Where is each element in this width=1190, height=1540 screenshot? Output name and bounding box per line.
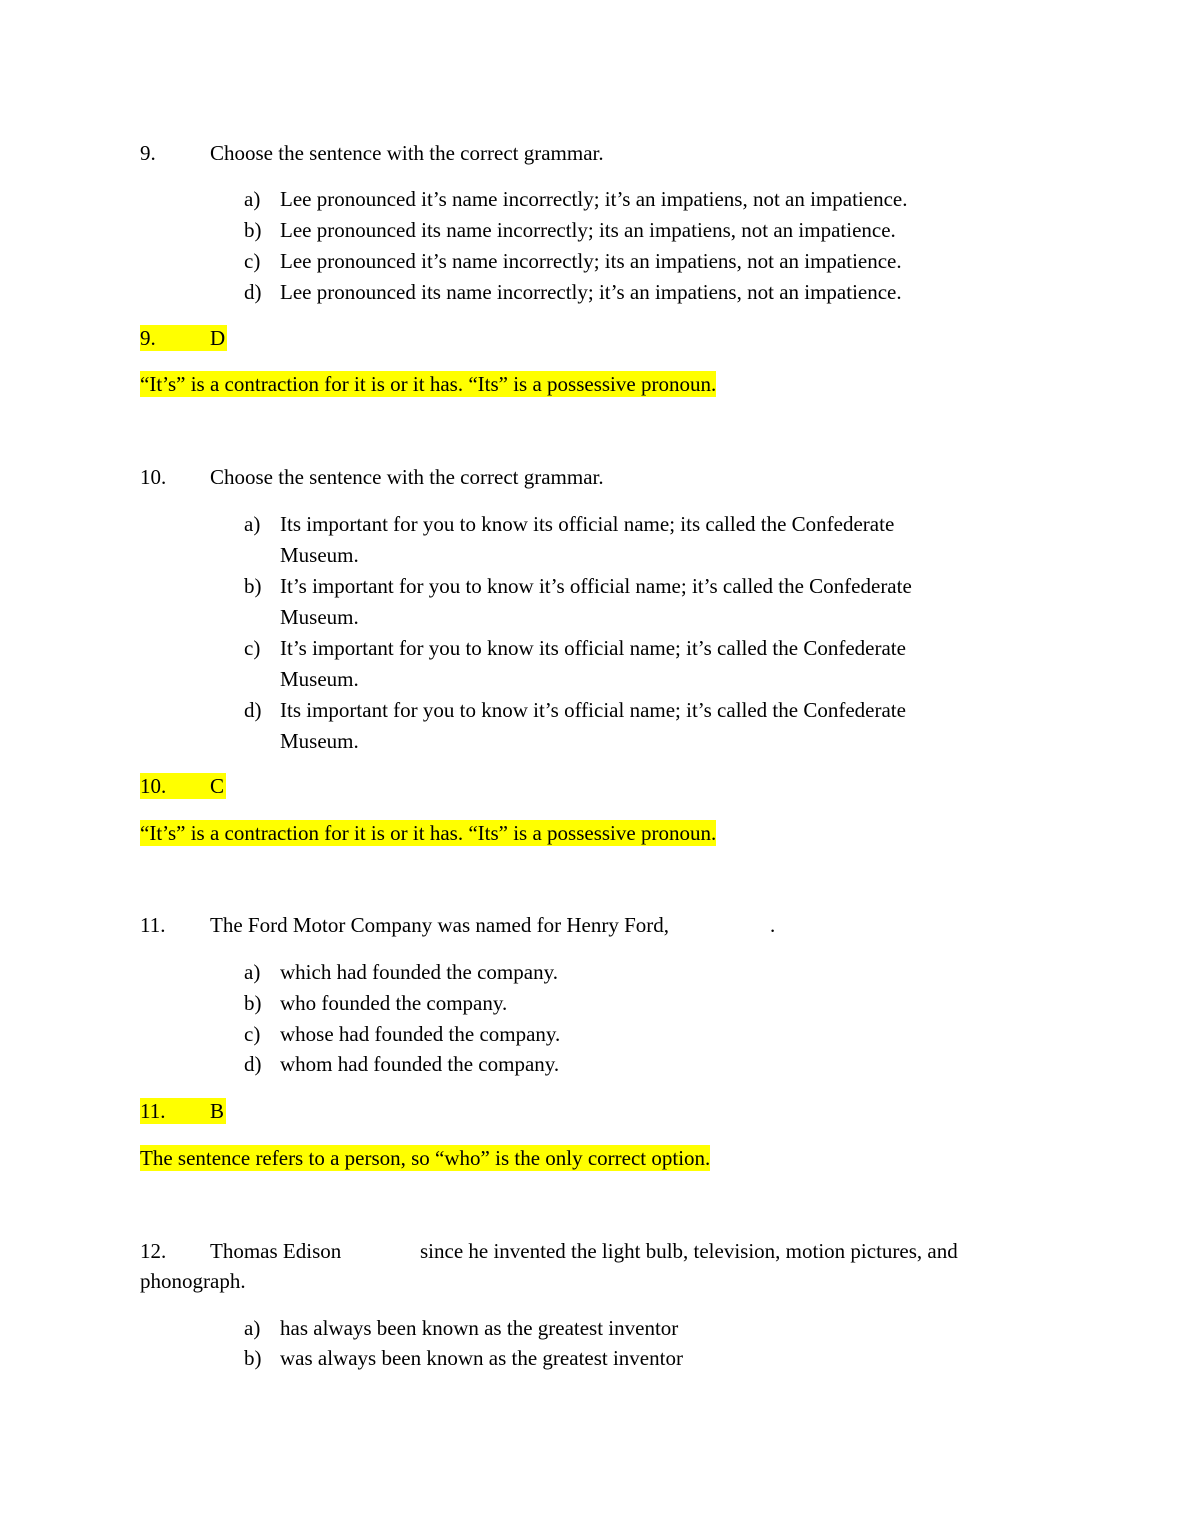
answer-explanation: “It’s” is a contraction for it is or it has. “Its” is a possessive pronoun. [140, 821, 717, 845]
answer-key [140, 325, 227, 351]
question-prompt: The Ford Motor Company was named for Henry Ford, [210, 913, 670, 937]
option-text: has always been known as the greatest inventor [280, 1316, 679, 1340]
option-text: who founded the company. [280, 991, 508, 1015]
option-text: Lee pronounced its name incorrectly; its an impatiens, not an impatience. [280, 218, 896, 242]
option-text: Its important for you to know it’s official name; it’s called the Confederate [280, 698, 906, 722]
answer-letter: D [210, 326, 226, 350]
option-text: It’s important for you to know its official name; it’s called the Confederate [280, 636, 906, 660]
option-letter: b) [244, 218, 262, 242]
option-letter: a) [244, 960, 261, 984]
option-letter: b) [244, 574, 262, 598]
option-text-continued: Museum. [280, 667, 359, 691]
option-letter: c) [244, 636, 261, 660]
option-letter: b) [244, 991, 262, 1015]
question-prompt: Choose the sentence with the correct grammar. [210, 141, 604, 165]
option-text: whom had founded the company. [280, 1052, 560, 1076]
option-letter: b) [244, 1346, 262, 1370]
question-prompt-start: Thomas Edison [210, 1239, 342, 1263]
answer-number: 9. [140, 326, 156, 350]
answer-explanation: The sentence refers to a person, so “who” is the only correct option. [140, 1146, 711, 1170]
question-prompt-continued: phonograph. [140, 1269, 246, 1293]
question-prompt: Choose the sentence with the correct grammar. [210, 465, 604, 489]
option-text: Its important for you to know its official name; its called the Confederate [280, 512, 895, 536]
question-number: 11. [140, 913, 166, 937]
question-number: 9. [140, 141, 156, 165]
option-text-continued: Museum. [280, 543, 359, 567]
option-letter: a) [244, 1316, 261, 1340]
question-number: 10. [140, 465, 167, 489]
option-letter: a) [244, 187, 261, 211]
answer-explanation: “It’s” is a contraction for it is or it has. “Its” is a possessive pronoun. [140, 372, 717, 396]
question-number: 12. [140, 1239, 167, 1263]
option-text-continued: Museum. [280, 729, 359, 753]
option-letter: d) [244, 1052, 262, 1076]
option-text: It’s important for you to know it’s official name; it’s called the Confederate [280, 574, 912, 598]
option-text-continued: Museum. [280, 605, 359, 629]
blank-period: . [770, 913, 776, 937]
option-text: which had founded the company. [280, 960, 558, 984]
option-text: Lee pronounced its name incorrectly; it’s an impatiens, not an impatience. [280, 280, 902, 304]
option-letter: c) [244, 249, 261, 273]
option-letter: a) [244, 512, 261, 536]
answer-number: 11. [140, 1099, 166, 1123]
answer-key [140, 773, 226, 799]
option-letter: d) [244, 280, 262, 304]
answer-letter: B [210, 1099, 225, 1123]
answer-number: 10. [140, 774, 167, 798]
answer-letter: C [210, 774, 225, 798]
option-text: whose had founded the company. [280, 1022, 561, 1046]
option-text: Lee pronounced it’s name incorrectly; its an impatiens, not an impatience. [280, 249, 902, 273]
option-letter: d) [244, 698, 262, 722]
answer-key [140, 1098, 226, 1124]
option-text: was always been known as the greatest inventor [280, 1346, 683, 1370]
option-letter: c) [244, 1022, 261, 1046]
option-text: Lee pronounced it’s name incorrectly; it’s an impatiens, not an impatience. [280, 187, 908, 211]
question-prompt-rest: since he invented the light bulb, television, motion pictures, and [420, 1239, 958, 1263]
